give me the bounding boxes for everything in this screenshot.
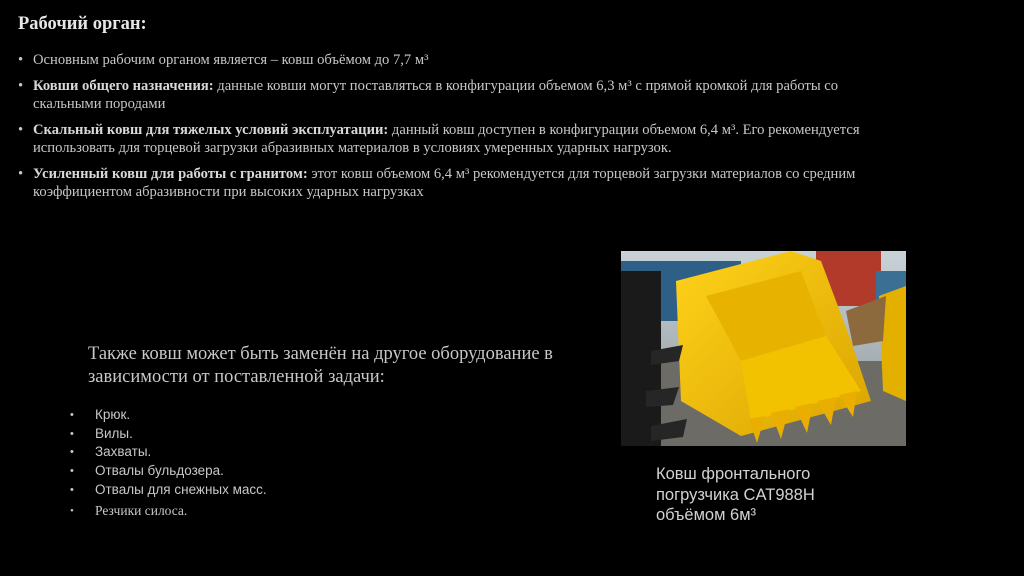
option-item: • Отвалы бульдозера. [70,462,267,481]
option-item: • Захваты. [70,443,267,462]
bullet-text: данный ковш доступен в конфигурации объемом 6,4 м³. Его рекомендуется использовать для торцевой загрузки абразивных материалов в условиях умеренных ударных нагрузок. [33,122,860,156]
slide-title: Рабочий орган: [18,14,147,34]
alternative-equipment-intro: Также ковш может быть заменён на другое оборудование в зависимости от поставленной задачи: [88,344,553,387]
bucket-photo [621,251,906,446]
bullet-text: данные ковши могут поставляться в конфигурации объемом 6,3 м³ с прямой кромкой для работы со скальными породами [33,78,839,112]
bullet-text: Основным рабочим органом является – ковш объёмом до 7,7 м³ [33,52,429,68]
option-item: • Резчики силоса. [70,502,267,521]
main-bullet-list [18,51,888,209]
bullet-term: Усиленный ковш для работы с гранитом: [33,166,308,182]
bullet-item [18,51,888,69]
option-item: • Вилы. [70,425,267,444]
option-item: • Крюк. [70,406,267,425]
photo-caption: Ковш фронтального погрузчика CAT988H объёмом 6м³ [656,465,815,524]
bullet-text: этот ковш объемом 6,4 м³ рекомендуется для торцевой загрузки материалов со средним коэффициентом абразивности при высоких ударных нагрузках [33,166,856,200]
bullet-term: Скальный ковш для тяжелых условий эксплуатации: [33,122,389,138]
bullet-item [18,77,888,113]
option-item: • Отвалы для снежных масс. [70,481,267,500]
equipment-options-list [70,406,267,520]
bullet-item [18,165,888,201]
bullet-item [18,121,888,157]
bullet-term: Ковши общего назначения: [33,78,214,94]
